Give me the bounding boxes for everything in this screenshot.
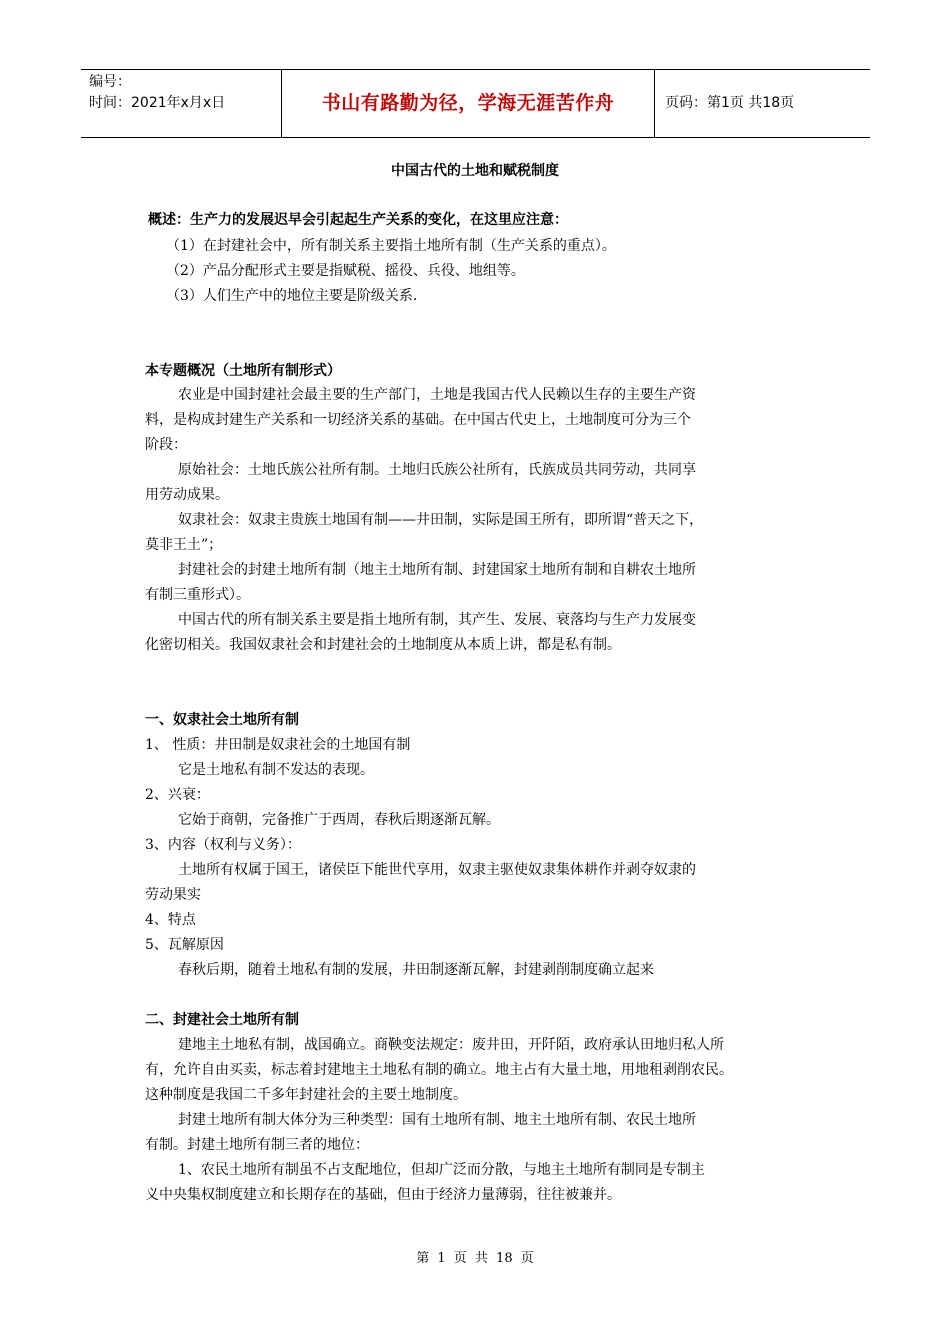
paragraph-line: 农业是中国封建社会最主要的生产部门，土地是我国古代人民赖以生存的主要生产资 bbox=[178, 387, 696, 403]
header-meta bbox=[81, 70, 282, 137]
paragraph-line: 义中央集权制度建立和长期存在的基础，但由于经济力量薄弱，往往被兼并。 bbox=[145, 1187, 621, 1203]
paragraph-line: 用劳动成果。 bbox=[145, 487, 229, 503]
paragraph-line: 中国古代的所有制关系主要是指土地所有制，其产生、发展、衰落均与生产力发展变 bbox=[178, 612, 696, 628]
document-title: 中国古代的土地和赋税制度 bbox=[391, 163, 559, 179]
overview-item: （3）人们生产中的地位主要是阶级关系. bbox=[166, 288, 418, 304]
overview-item: （2）产品分配形式主要是指赋税、摇役、兵役、地组等。 bbox=[166, 263, 525, 279]
paragraph-line: 1、农民土地所有制虽不占支配地位，但却广泛而分散，与地主土地所有制同是专制主 bbox=[178, 1162, 705, 1178]
overview-heading: 概述：生产力的发展迟早会引起起生产关系的变化，在这里应注意： bbox=[148, 212, 568, 228]
motto: 书山有路勤为径，学海无涯苦作舟 bbox=[282, 70, 655, 137]
overview-item: （1）在封建社会中，所有制关系主要指土地所有制（生产关系的重点）。 bbox=[166, 238, 616, 254]
page-footer: 第 1 页 共 18 页 bbox=[416, 1251, 534, 1266]
section-heading: 本专题概况（土地所有制形式） bbox=[145, 363, 341, 379]
section-heading: 二、封建社会土地所有制 bbox=[145, 1012, 299, 1028]
list-detail: 土地所有权属于国王，诸侯臣下能世代享用，奴隶主驱使奴隶集体耕作并剥夺奴隶的 bbox=[178, 862, 696, 878]
paragraph-line: 奴隶社会：奴隶主贵族土地国有制——井田制，实际是国王所有，即所谓“普天之下， bbox=[178, 512, 704, 528]
paragraph-line: 原始社会：土地氏族公社所有制。土地归氏族公社所有，氏族成员共同劳动，共同享 bbox=[178, 462, 696, 478]
time-label: 时间：2021年x月x日 bbox=[89, 95, 226, 111]
section-heading: 一、奴隶社会土地所有制 bbox=[145, 712, 299, 728]
paragraph-line: 封建土地所有制大体分为三种类型：国有土地所有制、地主土地所有制、农民土地所 bbox=[178, 1112, 696, 1128]
list-detail: 它始于商朝，完备推广于西周，春秋后期逐渐瓦解。 bbox=[178, 812, 500, 828]
paragraph-line: 化密切相关。我国奴隶社会和封建社会的土地制度从本质上讲，都是私有制。 bbox=[145, 637, 621, 653]
paragraph-line: 有制三重形式）。 bbox=[145, 587, 250, 603]
paragraph-line: 有，允许自由买卖，标志着封建地主土地私有制的确立。地主占有大量土地，用地租剥削农民。 bbox=[145, 1062, 733, 1078]
page-header bbox=[81, 69, 870, 138]
list-item: 4、特点 bbox=[145, 912, 196, 928]
list-item: 2、兴衰： bbox=[145, 787, 210, 803]
number-label: 编号： bbox=[89, 74, 131, 90]
paragraph-line: 这种制度是我国二千多年封建社会的主要土地制度。 bbox=[145, 1087, 467, 1103]
list-item: 1、 性质：井田制是奴隶社会的土地国有制 bbox=[145, 737, 411, 753]
list-detail: 劳动果实 bbox=[145, 887, 201, 903]
list-detail: 春秋后期，随着土地私有制的发展，井田制逐渐瓦解，封建剥削制度确立起来 bbox=[178, 962, 654, 978]
paragraph-line: 料，是构成封建生产关系和一切经济关系的基础。在中国古代史上，土地制度可分为三个 bbox=[145, 412, 691, 428]
paragraph-line: 莫非王土”； bbox=[145, 537, 223, 553]
list-item: 5、瓦解原因 bbox=[145, 937, 224, 953]
paragraph-line: 建地主土地私有制，战国确立。商鞅变法规定：废井田，开阡陌，政府承认田地归私人所 bbox=[178, 1037, 724, 1053]
paragraph-line: 有制。封建土地所有制三者的地位： bbox=[145, 1137, 369, 1153]
paragraph-line: 阶段： bbox=[145, 437, 187, 453]
page-code: 页码：第1页 共18页 bbox=[665, 95, 795, 111]
list-item: 3、内容（权利与义务）： bbox=[145, 837, 301, 853]
paragraph-line: 封建社会的封建土地所有制（地主土地所有制、封建国家土地所有制和自耕农土地所 bbox=[178, 562, 696, 578]
list-detail: 它是土地私有制不发达的表现。 bbox=[178, 762, 374, 778]
